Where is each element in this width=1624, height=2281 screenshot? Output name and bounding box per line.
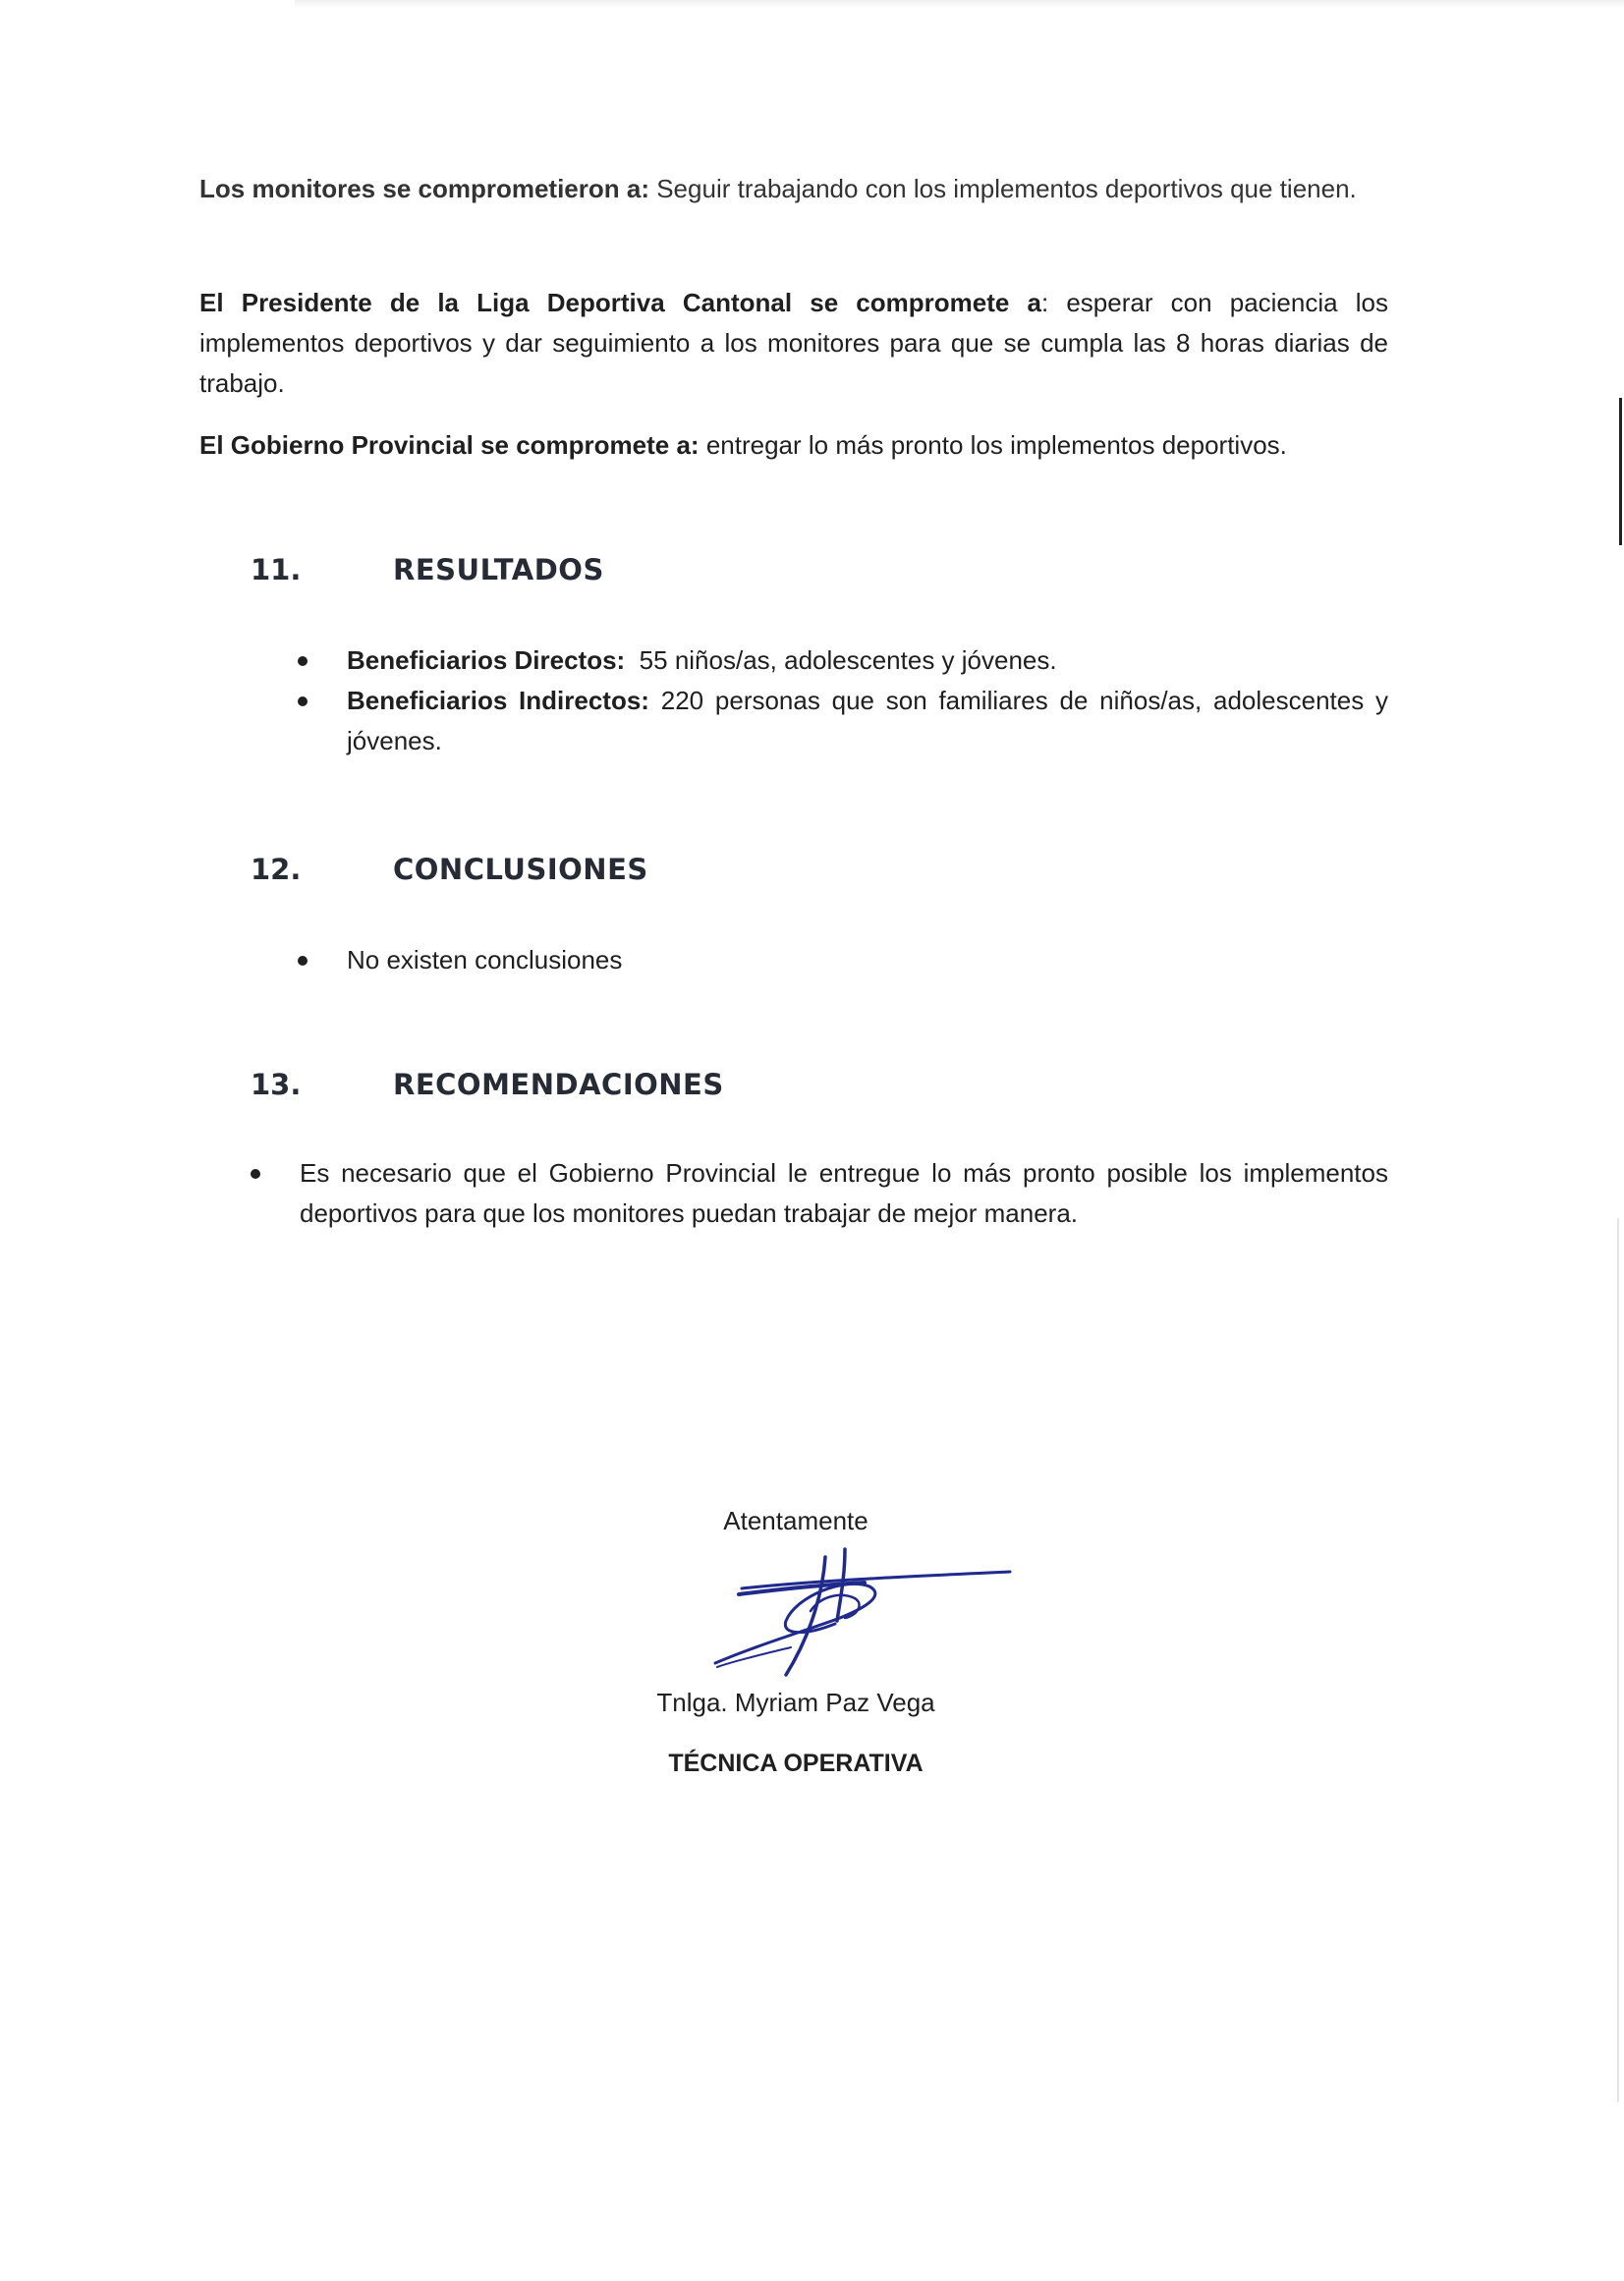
signer-role: TÉCNICA OPERATIVA [668, 1750, 924, 1777]
signature-block [589, 1501, 1002, 1540]
handwritten-signature [698, 1537, 1022, 1685]
bullet-icon [251, 1169, 260, 1179]
signature-stroke [742, 1572, 1010, 1588]
section-conclusions-heading [251, 853, 1135, 892]
conclusions-list [298, 940, 1388, 980]
results-item-text: 55 niños/as, adolescentes y jóvenes. [639, 645, 1057, 675]
signature-name-block [589, 1683, 1002, 1783]
recommendations-item-text: Es necesario que el Gobierno Provincial le entregue lo más pronto posible los implementos deportivos para que los monitores puedan trabajar de mejor manera. [300, 1158, 1388, 1228]
commitment-monitors-text: Seguir trabajando con los implementos deportivos que tienen. [656, 174, 1357, 203]
results-item-label: Beneficiarios Indirectos: [347, 686, 649, 715]
commitment-government-label: El Gobierno Provincial se compromete a: [199, 430, 700, 460]
section-title: CONCLUSIONES [393, 853, 648, 886]
list-item [298, 640, 1388, 681]
list-item [298, 940, 1388, 980]
commitment-president-text: : esperar con paciencia los implementos deportivos y dar seguimiento a los monitores para que se cumpla las 8 horas diarias de trabajo. [199, 288, 1388, 398]
section-recommendations-heading [251, 1068, 1135, 1107]
commitment-monitors [199, 169, 1388, 209]
scan-edge-mark [1619, 398, 1622, 545]
results-item-text: 220 personas que son familiares de niños/as, adolescentes y jóvenes. [347, 686, 1388, 755]
bullet-icon [298, 696, 308, 706]
scan-shadow [295, 0, 1624, 8]
section-number: 11. [251, 553, 302, 586]
section-number: 13. [251, 1068, 302, 1101]
section-title: RESULTADOS [393, 553, 604, 586]
conclusions-item-text: No existen conclusiones [347, 945, 623, 974]
closing-text: Atentamente [723, 1506, 868, 1535]
list-item [251, 1153, 1388, 1234]
section-title: RECOMENDACIONES [393, 1068, 724, 1101]
section-results-heading [251, 553, 1135, 592]
section-number: 12. [251, 853, 302, 886]
commitment-monitors-label: Los monitores se comprometieron a: [199, 174, 649, 203]
commitment-government [199, 425, 1388, 466]
results-list [298, 640, 1388, 761]
commitment-president-label: El Presidente de la Liga Deportiva Cantonal se compromete a [199, 288, 1041, 317]
commitment-government-text: entregar lo más pronto los implementos deportivos. [705, 430, 1287, 460]
recommendations-list [251, 1153, 1388, 1234]
commitment-president [199, 283, 1388, 404]
signer-name: Tnlga. Myriam Paz Vega [656, 1688, 935, 1717]
signature-stroke [786, 1557, 825, 1675]
list-item [298, 681, 1388, 761]
results-item-label: Beneficiarios Directos: [347, 645, 626, 675]
bullet-icon [298, 956, 308, 966]
scan-edge-mark-light [1617, 1218, 1619, 2102]
bullet-icon [298, 656, 308, 666]
